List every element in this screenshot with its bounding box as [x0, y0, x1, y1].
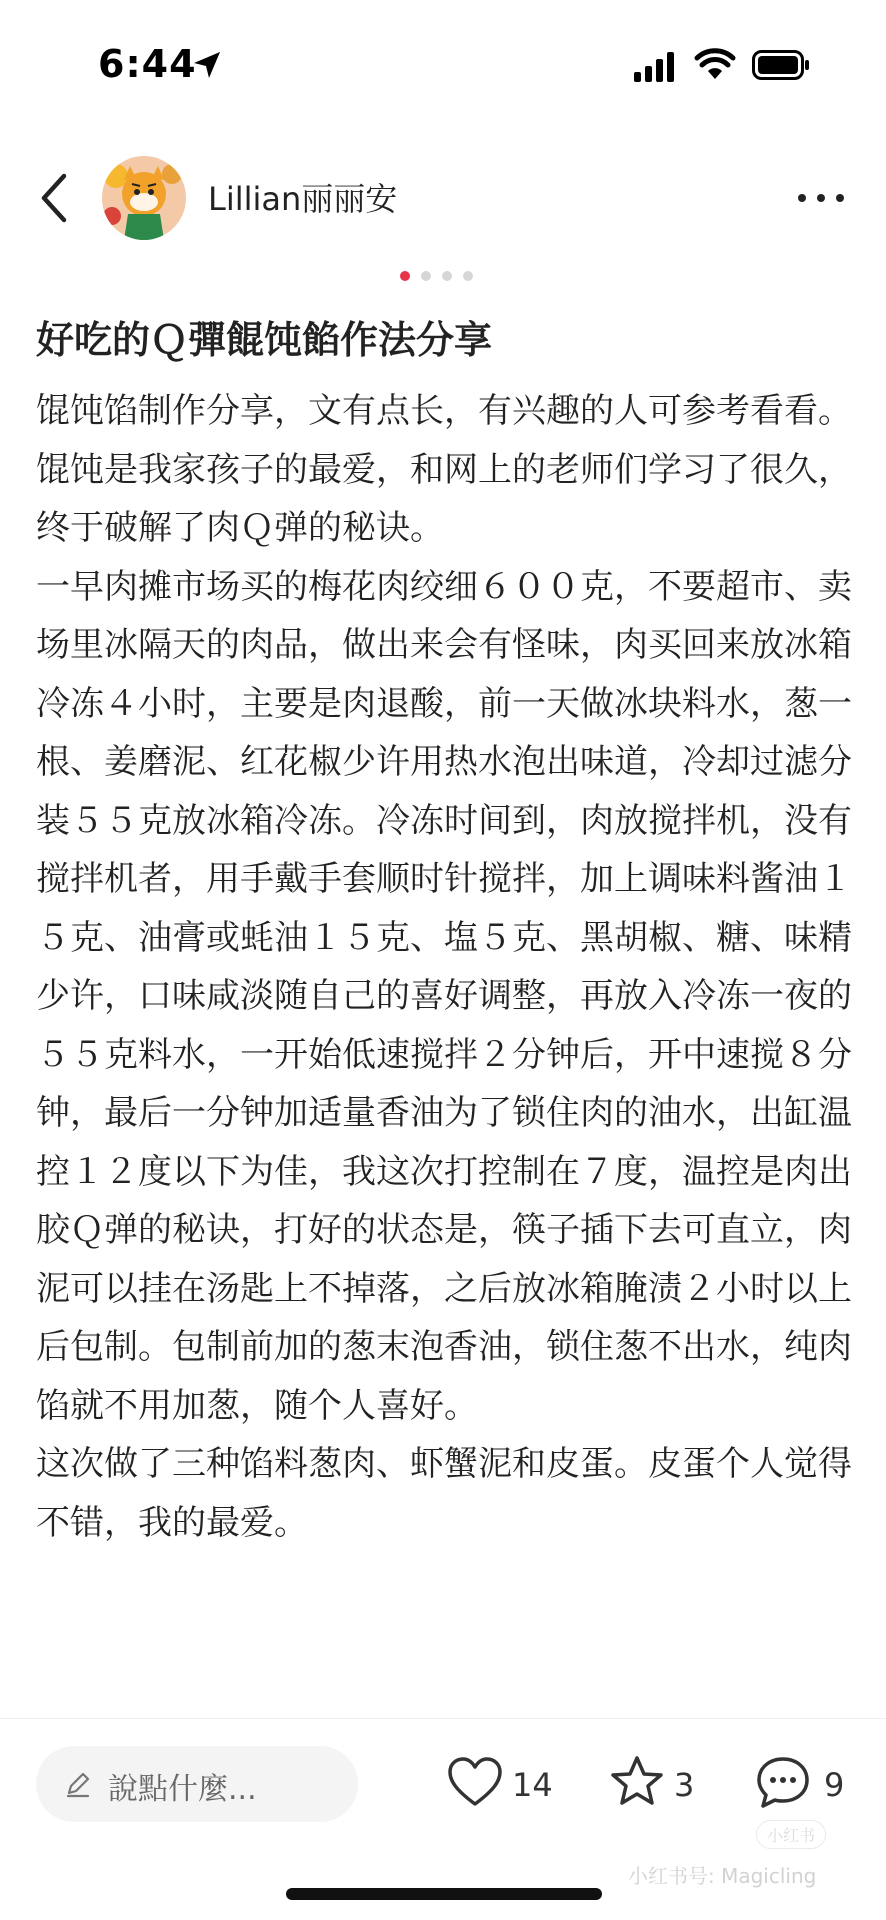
- carousel-dot: [400, 271, 410, 281]
- author-name[interactable]: Lillian丽丽安: [208, 180, 398, 218]
- post-header: [0, 148, 886, 248]
- star-outline-icon: [608, 1754, 666, 1812]
- post-paragraph: 馄饨馅制作分享，文有点长，有兴趣的人可参考看看。: [36, 391, 852, 431]
- comment-count: 9: [824, 1766, 845, 1804]
- post-body: [36, 382, 856, 1552]
- divider: [0, 1718, 886, 1719]
- home-indicator: [286, 1888, 602, 1900]
- cellular-signal-icon: [634, 52, 676, 82]
- more-dots-icon[interactable]: [796, 186, 846, 210]
- post-paragraph: 一早肉摊市场买的梅花肉绞细６００克，不要超市、卖场里冰隔天的肉品，做出来会有怪味，肉买回来放冰箱冷冻４小时，主要是肉退酸，前一天做冰块料水，葱一根、姜磨泥、红花椒少许用热水泡出味道，冷却过滤分装５５克放冰箱冷冻。冷冻时间到，肉放搅拌机，没有搅拌机者，用手戴手套顺时针搅拌，加上调味料酱油１５克、油膏或蚝油１５克、塩５克、黑胡椒、糖、味精少许，口味咸淡随自己的喜好调整，再放入冷冻一夜的５５克料水，一开始低速搅拌２分钟后，开中速搅８分钟，最后一分钟加适量香油为了锁住肉的油水，出缸温控１２度以下为佳，我这次打控制在７度，温控是肉出胶Ｑ弹的秘诀，打好的状态是，筷子插下去可直立，肉泥可以挂在汤匙上不掉落，之后放冰箱腌渍２小时以上后包制。包制前加的葱末泡香油，锁住葱不出水，纯肉馅就不用加葱，随个人喜好。: [36, 566, 852, 1426]
- carousel-indicator: [400, 271, 490, 285]
- post-title: 好吃的Ｑ彈餛饨餡作法分享: [36, 318, 493, 362]
- avatar-image: [102, 156, 186, 240]
- location-arrow-icon: [190, 48, 224, 82]
- battery-icon: [752, 50, 810, 80]
- post-paragraph: 这次做了三种馅料葱肉、虾蟹泥和皮蛋。皮蛋个人觉得不错，我的最爱。: [36, 1444, 852, 1543]
- watermark-logo: 小红书: [756, 1820, 826, 1849]
- carousel-dot: [442, 271, 452, 281]
- like-button[interactable]: [446, 1754, 576, 1818]
- status-time: 6:44: [98, 42, 197, 86]
- like-count: 14: [512, 1766, 553, 1804]
- carousel-dot: [463, 271, 473, 281]
- chat-bubble-icon: [754, 1754, 812, 1812]
- carousel-dot: [421, 271, 431, 281]
- comment-input[interactable]: [36, 1746, 358, 1822]
- collect-count: 3: [674, 1766, 695, 1804]
- watermark-text: 小红书号: Magicling: [628, 1864, 817, 1888]
- post-paragraph: 馄饨是我家孩子的最爱，和网上的老师们学习了很久，终于破解了肉Ｑ弹的秘诀。: [36, 449, 852, 548]
- status-bar: [0, 0, 886, 130]
- back-icon[interactable]: [34, 170, 74, 226]
- comment-button[interactable]: [754, 1754, 864, 1818]
- pencil-icon: [64, 1770, 92, 1798]
- comment-placeholder: 說點什麼...: [108, 1772, 257, 1807]
- collect-button[interactable]: [608, 1754, 718, 1818]
- heart-outline-icon: [446, 1754, 504, 1812]
- wifi-icon: [694, 48, 736, 82]
- avatar[interactable]: [102, 156, 186, 240]
